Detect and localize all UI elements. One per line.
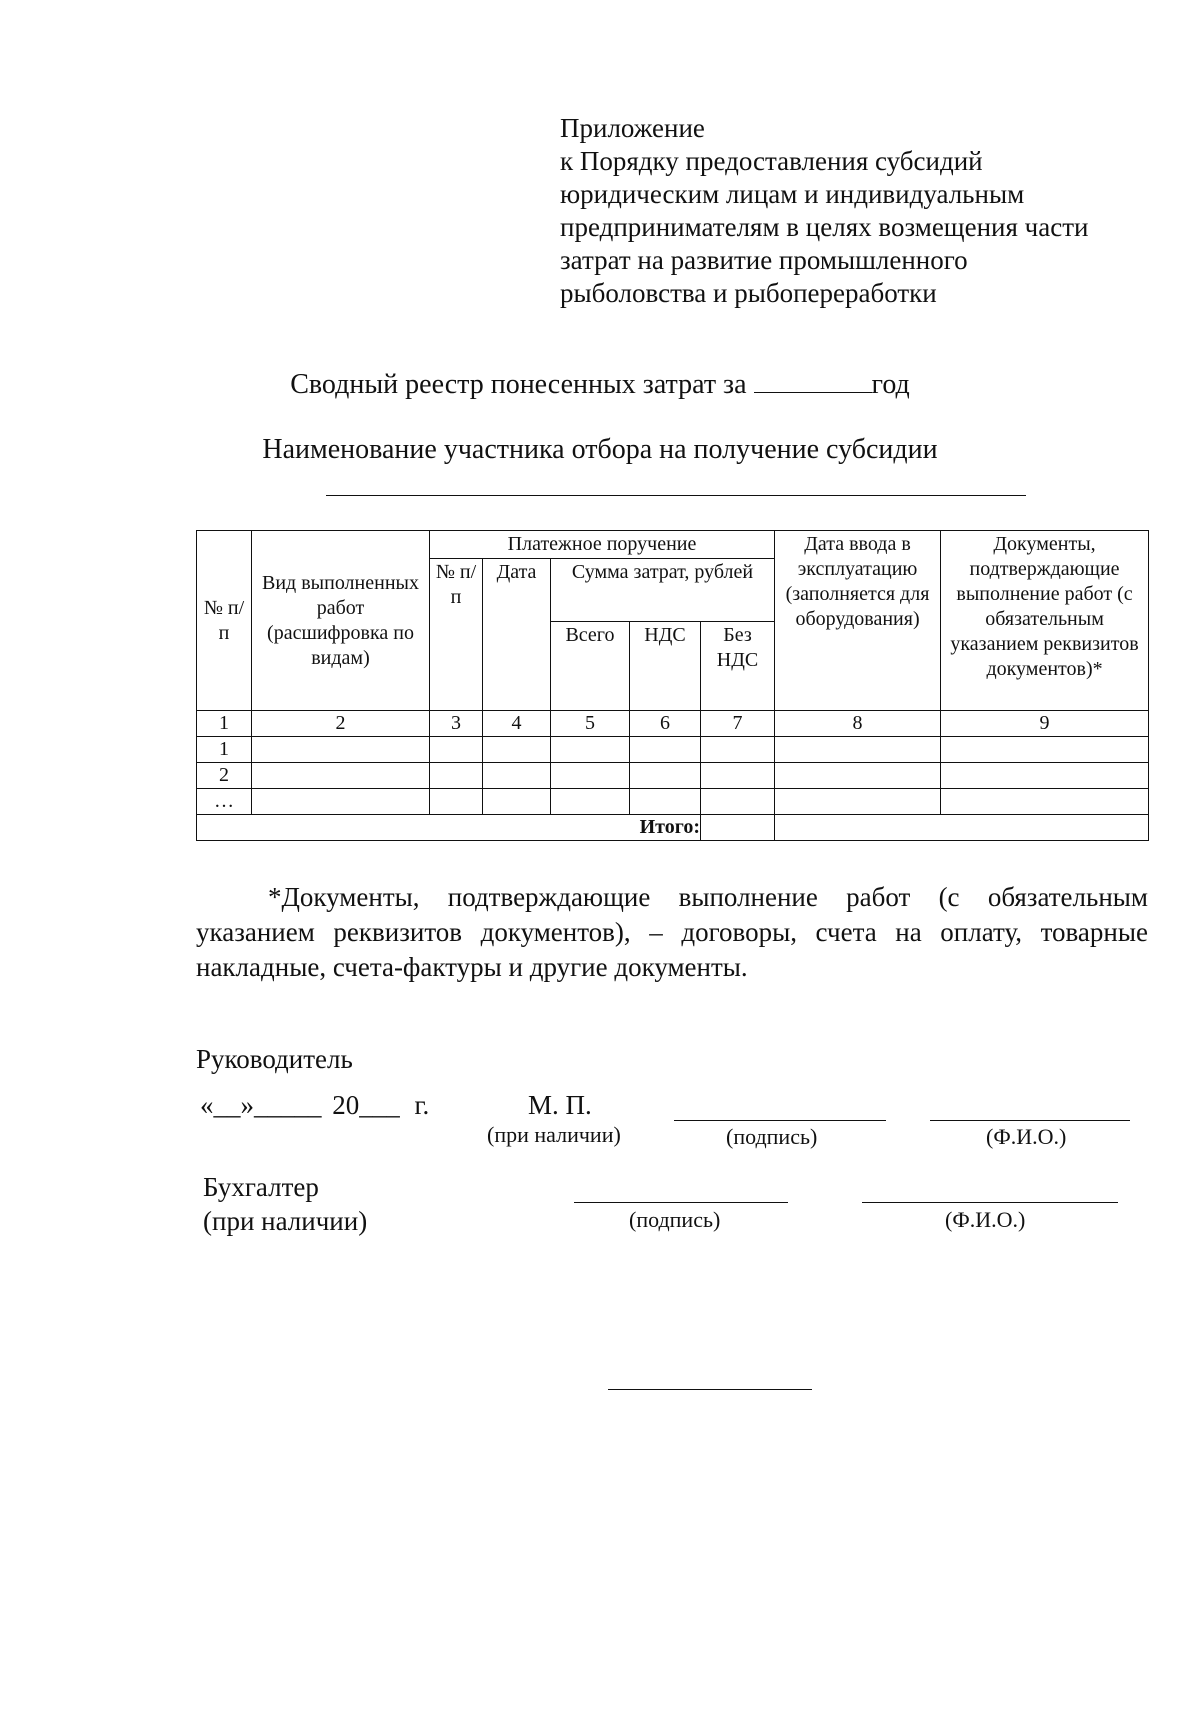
column-number: 8: [775, 711, 941, 737]
table-row: [197, 763, 1149, 789]
title-suffix: год: [871, 369, 910, 400]
total-label: Итого:: [197, 815, 701, 841]
table-cell[interactable]: [701, 763, 775, 789]
date-day-field[interactable]: «__»: [200, 1090, 254, 1120]
row-number: 2: [197, 763, 252, 789]
column-number: 3: [430, 711, 483, 737]
row-number: …: [197, 789, 252, 815]
column-number: 5: [551, 711, 630, 737]
header-payment-date: Дата: [483, 559, 551, 711]
title-prefix: Сводный реестр понесенных затрат за: [290, 369, 747, 400]
table-row: [197, 737, 1149, 763]
year-prefix: 20: [332, 1090, 360, 1120]
participant-label: Наименование участника отбора на получение субсидии: [262, 434, 938, 465]
row-number: 1: [197, 737, 252, 763]
table-cell[interactable]: [483, 763, 551, 789]
participant-name-field[interactable]: [326, 495, 1026, 496]
table-cell[interactable]: [630, 737, 701, 763]
head-label: Руководитель: [196, 1044, 353, 1074]
column-number: 4: [483, 711, 551, 737]
table-cell[interactable]: [775, 737, 941, 763]
appendix-header: [560, 112, 1088, 310]
date-line: [200, 1090, 429, 1121]
header-row-number: № п/п: [197, 531, 252, 711]
head-name-field[interactable]: [930, 1120, 1130, 1121]
table-cell[interactable]: [252, 763, 430, 789]
table-cell[interactable]: [252, 737, 430, 763]
column-number: 9: [941, 711, 1149, 737]
table-cell[interactable]: [941, 789, 1149, 815]
table-cell[interactable]: [551, 737, 630, 763]
column-number: 2: [252, 711, 430, 737]
stamp-note: (при наличии): [487, 1122, 621, 1147]
table-cell[interactable]: [941, 737, 1149, 763]
header-line-5: затрат на развитие промышленного: [560, 245, 968, 275]
table-cell[interactable]: [430, 763, 483, 789]
table-cell[interactable]: [430, 737, 483, 763]
document-title: [0, 368, 1200, 401]
table-cell[interactable]: [701, 789, 775, 815]
table-cell[interactable]: [483, 789, 551, 815]
table-cell[interactable]: [252, 789, 430, 815]
table-cell[interactable]: [941, 763, 1149, 789]
header-sum-no-vat: Без НДС: [701, 622, 775, 711]
year-blank-field[interactable]: [754, 368, 872, 393]
header-line-2: к Порядку предоставления субсидий: [560, 146, 983, 176]
table-cell[interactable]: [630, 763, 701, 789]
table-row: [197, 789, 1149, 815]
table-cell[interactable]: [775, 763, 941, 789]
accountant-signature-field[interactable]: [574, 1202, 788, 1203]
footnote: *Документы, подтверждающие выполнение работ (с обязательным указанием реквизитов документов), – договоры, счета на оплату, товарные накладные, счета-фактуры и другие документы.: [196, 882, 1148, 982]
column-number: 1: [197, 711, 252, 737]
head-signature-caption: (подпись): [726, 1124, 818, 1149]
column-number: 7: [701, 711, 775, 737]
total-empty-cell: [775, 815, 1149, 841]
head-name-caption: (Ф.И.О.): [986, 1124, 1067, 1149]
header-payment-order: Платежное поручение: [430, 531, 775, 559]
header-line-1: Приложение: [560, 113, 705, 143]
accountant-note: (при наличии): [203, 1206, 368, 1236]
header-payment-number: № п/п: [430, 559, 483, 711]
accountant-name-caption: (Ф.И.О.): [945, 1207, 1026, 1232]
header-cost-sum: Сумма затрат, рублей: [551, 559, 775, 622]
header-line-3: юридическим лицам и индивидуальным: [560, 179, 1025, 209]
accountant-name-field[interactable]: [862, 1202, 1118, 1203]
header-sum-vat: НДС: [630, 622, 701, 711]
cost-registry-table: [196, 530, 1149, 841]
column-number-row: [197, 711, 1149, 737]
stamp-label: М. П.: [528, 1090, 592, 1120]
table-cell[interactable]: [551, 789, 630, 815]
table-cell[interactable]: [701, 737, 775, 763]
table-cell[interactable]: [430, 789, 483, 815]
header-sum-total: Всего: [551, 622, 630, 711]
header-work-type: Вид выполненных работ (расшифровка по видам): [252, 531, 430, 711]
table-cell[interactable]: [630, 789, 701, 815]
total-row: [197, 815, 1149, 841]
header-documents: Документы, подтверждающие выполнение работ (с обязательным указанием реквизитов документов)*: [941, 531, 1149, 711]
head-signature-field[interactable]: [674, 1120, 886, 1121]
header-line-4: предпринимателям в целях возмещения части: [560, 212, 1089, 242]
table-cell[interactable]: [551, 763, 630, 789]
accountant-signature-caption: (подпись): [629, 1207, 721, 1232]
header-commissioning-date: Дата ввода в эксплуатацию (заполняется для оборудования): [775, 531, 941, 711]
year-suffix: г.: [414, 1090, 430, 1120]
table-cell[interactable]: [775, 789, 941, 815]
total-no-vat-cell[interactable]: [701, 815, 775, 841]
closing-line: [608, 1389, 812, 1390]
year-field[interactable]: ___: [359, 1090, 400, 1120]
header-line-6: рыболовства и рыбопереработки: [560, 278, 937, 308]
date-month-field[interactable]: _____: [254, 1090, 322, 1120]
accountant-label: Бухгалтер: [203, 1172, 319, 1202]
table-cell[interactable]: [483, 737, 551, 763]
column-number: 6: [630, 711, 701, 737]
